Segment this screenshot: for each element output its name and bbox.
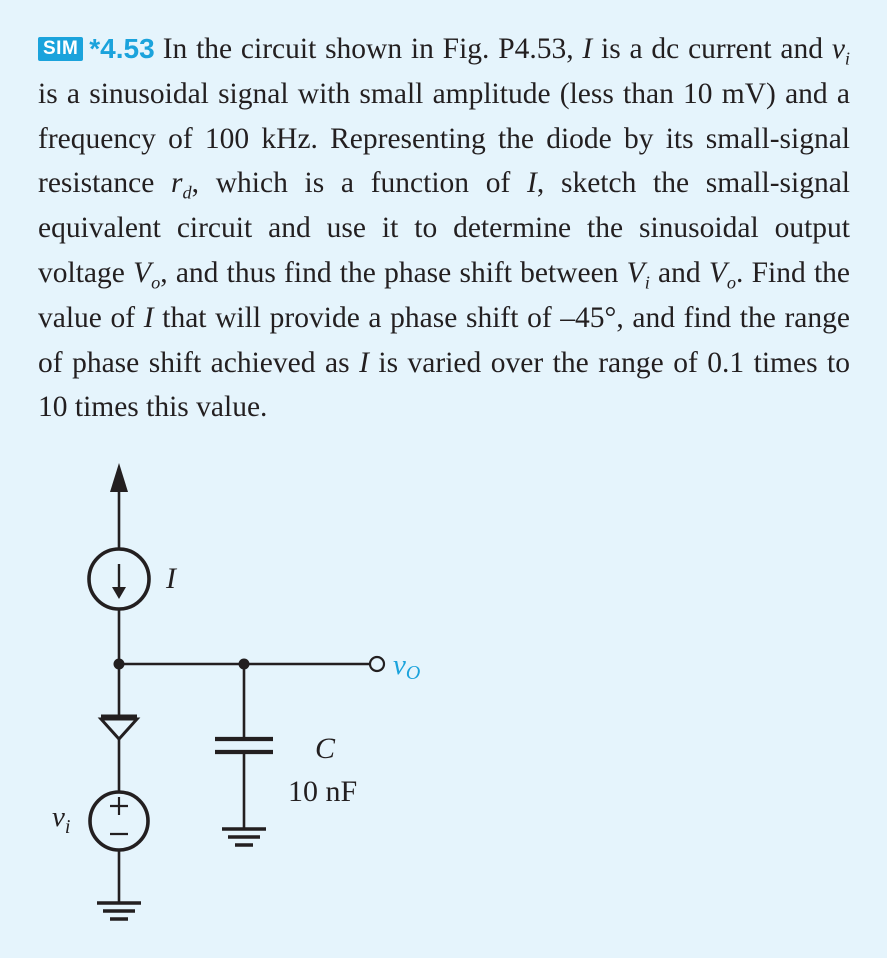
problem-text-segment: I bbox=[582, 33, 593, 65]
problem-text-segment: v bbox=[831, 33, 845, 65]
problem-text-segment: r bbox=[171, 167, 183, 200]
capacitor-value: 10 nF bbox=[288, 775, 358, 808]
diode-triangle bbox=[101, 719, 137, 739]
problem-text-segment: V bbox=[708, 256, 727, 289]
problem-text-segment: In the circuit shown in Fig. P4.53, bbox=[162, 33, 583, 65]
supply-arrow-icon bbox=[110, 463, 128, 492]
problem-text-segment: . Find the value of bbox=[38, 256, 850, 334]
problem-text-segment: , sketch the small-signal equivalent circuit and use it to determine the sinusoidal output voltage bbox=[38, 167, 850, 289]
output-terminal bbox=[370, 657, 384, 671]
problem-text-segment: d bbox=[182, 182, 192, 203]
problem-text-segment: I bbox=[527, 167, 537, 200]
problem-text-segment: i bbox=[644, 272, 650, 293]
problem-text-segment: i bbox=[844, 48, 850, 69]
problem-text-segment: and bbox=[649, 256, 709, 289]
problem-number: *4.53 bbox=[89, 33, 155, 64]
capacitor-name: C bbox=[315, 732, 336, 765]
problem-text-segment: o bbox=[151, 272, 161, 293]
problem-text-segment: o bbox=[726, 272, 737, 293]
problem-text-segment: I bbox=[359, 346, 369, 379]
current-label: I bbox=[166, 562, 176, 595]
sim-badge: SIM bbox=[38, 37, 83, 61]
node-dot-cap bbox=[239, 659, 250, 670]
current-arrowhead-icon bbox=[112, 587, 126, 599]
problem-text-segment: is varied over the range of 0.1 times to 10 times this value. bbox=[38, 346, 850, 424]
problem-text-segment: is a sinusoidal signal with small amplitude (less than 10 mV) and a frequency of 100 kHz. Representing the diode by its small-signal resistance bbox=[38, 77, 850, 200]
input-label: $v_i$ bbox=[52, 801, 71, 838]
node-dot-left bbox=[114, 659, 125, 670]
problem-text-segment: V bbox=[133, 256, 152, 289]
problem-text-segment: , which is a function of bbox=[191, 167, 528, 200]
problem-text-segment: that will provide a phase shift of –45°, and find the range of phase shift achieved as bbox=[38, 301, 850, 379]
problem-text-segment: V bbox=[626, 256, 645, 289]
output-label: vO bbox=[393, 649, 421, 684]
problem-text-segment: , and thus find the phase shift between bbox=[160, 256, 627, 289]
problem-text-segment: is a dc current and bbox=[592, 33, 832, 65]
problem-text-segment: I bbox=[143, 301, 154, 334]
